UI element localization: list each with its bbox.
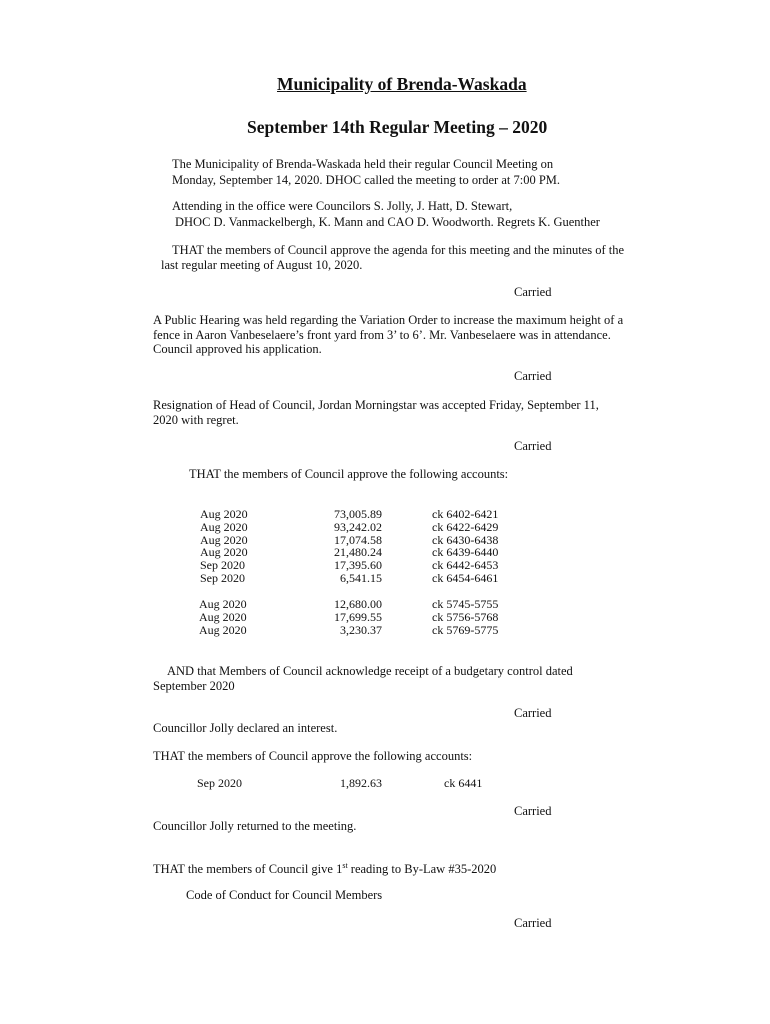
accounts-cheques-1: [432, 508, 522, 585]
accounts-amounts-2: [300, 598, 382, 636]
accounts-amounts-1: [300, 508, 382, 585]
carried-label: Carried: [514, 706, 552, 720]
public-hearing-line-3: Council approved his application.: [153, 342, 322, 356]
account-cheque: ck 6441: [444, 776, 483, 790]
accounts-months-2: [199, 598, 259, 636]
budget-ack-line-1: AND that Members of Council acknowledge receipt of a budgetary control dated: [167, 664, 573, 678]
budget-ack-line-2: September 2020: [153, 679, 235, 693]
bylaw-motion-ordinal: st: [342, 861, 348, 870]
account-cheque: ck 5769-5775: [432, 622, 499, 637]
accounts-intro-2: THAT the members of Council approve the following accounts:: [153, 749, 473, 763]
account-cheque: ck 6430-6438: [432, 532, 499, 547]
carried-label: Carried: [514, 439, 552, 453]
bylaw-motion: [153, 858, 496, 877]
account-amount: 21,480.24: [334, 545, 382, 560]
intro-line-2: Monday, September 14, 2020. DHOC called the meeting to order at 7:00 PM.: [172, 173, 561, 187]
account-amount: 12,680.00: [334, 597, 382, 611]
account-month: Sep 2020: [200, 558, 245, 573]
jolly-returned: Councillor Jolly returned to the meeting.: [153, 819, 357, 833]
account-cheque: ck 6422-6429: [432, 519, 499, 534]
carried-label: Carried: [514, 369, 552, 383]
account-cheque: ck 6454-6461: [432, 570, 499, 585]
account-month: Aug 2020: [199, 622, 247, 637]
carried-label: Carried: [514, 916, 552, 930]
account-month: Sep 2020: [200, 570, 245, 585]
account-month: Aug 2020: [200, 532, 248, 547]
account-amount: 17,699.55: [334, 609, 382, 624]
account-month: Aug 2020: [200, 507, 248, 521]
account-amount: 3,230.37: [340, 622, 382, 637]
account-amount: 93,242.02: [334, 519, 382, 534]
accounts-months-1: [200, 508, 260, 585]
account-cheque: ck 6439-6440: [432, 545, 499, 560]
account-cheque: ck 6442-6453: [432, 558, 499, 573]
agenda-motion-line-2: last regular meeting of August 10, 2020.: [161, 258, 363, 272]
public-hearing-line-1: A Public Hearing was held regarding the Variation Order to increase the maximum height of a: [153, 313, 624, 327]
accounts-cheques-2: [432, 598, 522, 636]
account-month: Aug 2020: [199, 597, 247, 611]
attendance-line-2: DHOC D. Vanmackelbergh, K. Mann and CAO D. Woodworth. Regrets K. Guenther: [175, 215, 600, 229]
account-cheque: ck 5756-5768: [432, 609, 499, 624]
agenda-motion-line-1: THAT the members of Council approve the agenda for this meeting and the minutes of the: [172, 243, 625, 257]
meeting-subtitle: September 14th Regular Meeting – 2020: [247, 117, 548, 137]
account-month: Aug 2020: [200, 545, 248, 560]
account-cheque: ck 5745-5755: [432, 597, 499, 611]
public-hearing-line-2: fence in Aaron Vanbeselaere’s front yard from 3’ to 6’. Mr. Vanbeselaere was in attendance.: [153, 328, 611, 342]
resignation-line-1: Resignation of Head of Council, Jordan Morningstar was accepted Friday, September 11,: [153, 398, 599, 412]
bylaw-motion-prefix: THAT the members of Council give 1: [153, 862, 343, 877]
bylaw-title: Code of Conduct for Council Members: [186, 888, 383, 902]
account-amount: 73,005.89: [334, 507, 382, 521]
bylaw-motion-suffix: reading to By-Law #35-2020: [347, 862, 497, 877]
carried-label: Carried: [514, 285, 552, 299]
account-amount: 6,541.15: [340, 570, 382, 585]
account-month: Sep 2020: [197, 776, 242, 790]
account-month: Aug 2020: [200, 519, 248, 534]
jolly-interest: Councillor Jolly declared an interest.: [153, 721, 338, 735]
account-amount: 17,074.58: [334, 532, 382, 547]
account-amount: 1,892.63: [340, 776, 382, 790]
attendance-line-1: Attending in the office were Councilors S. Jolly, J. Hatt, D. Stewart,: [172, 199, 513, 213]
page-title: Municipality of Brenda-Waskada: [277, 74, 527, 94]
account-amount: 17,395.60: [334, 558, 382, 573]
intro-line-1: The Municipality of Brenda-Waskada held their regular Council Meeting on: [172, 157, 554, 171]
account-month: Aug 2020: [199, 609, 247, 624]
account-cheque: ck 6402-6421: [432, 507, 499, 521]
resignation-line-2: 2020 with regret.: [153, 413, 239, 427]
accounts-intro: THAT the members of Council approve the following accounts:: [189, 467, 509, 481]
carried-label: Carried: [514, 804, 552, 818]
